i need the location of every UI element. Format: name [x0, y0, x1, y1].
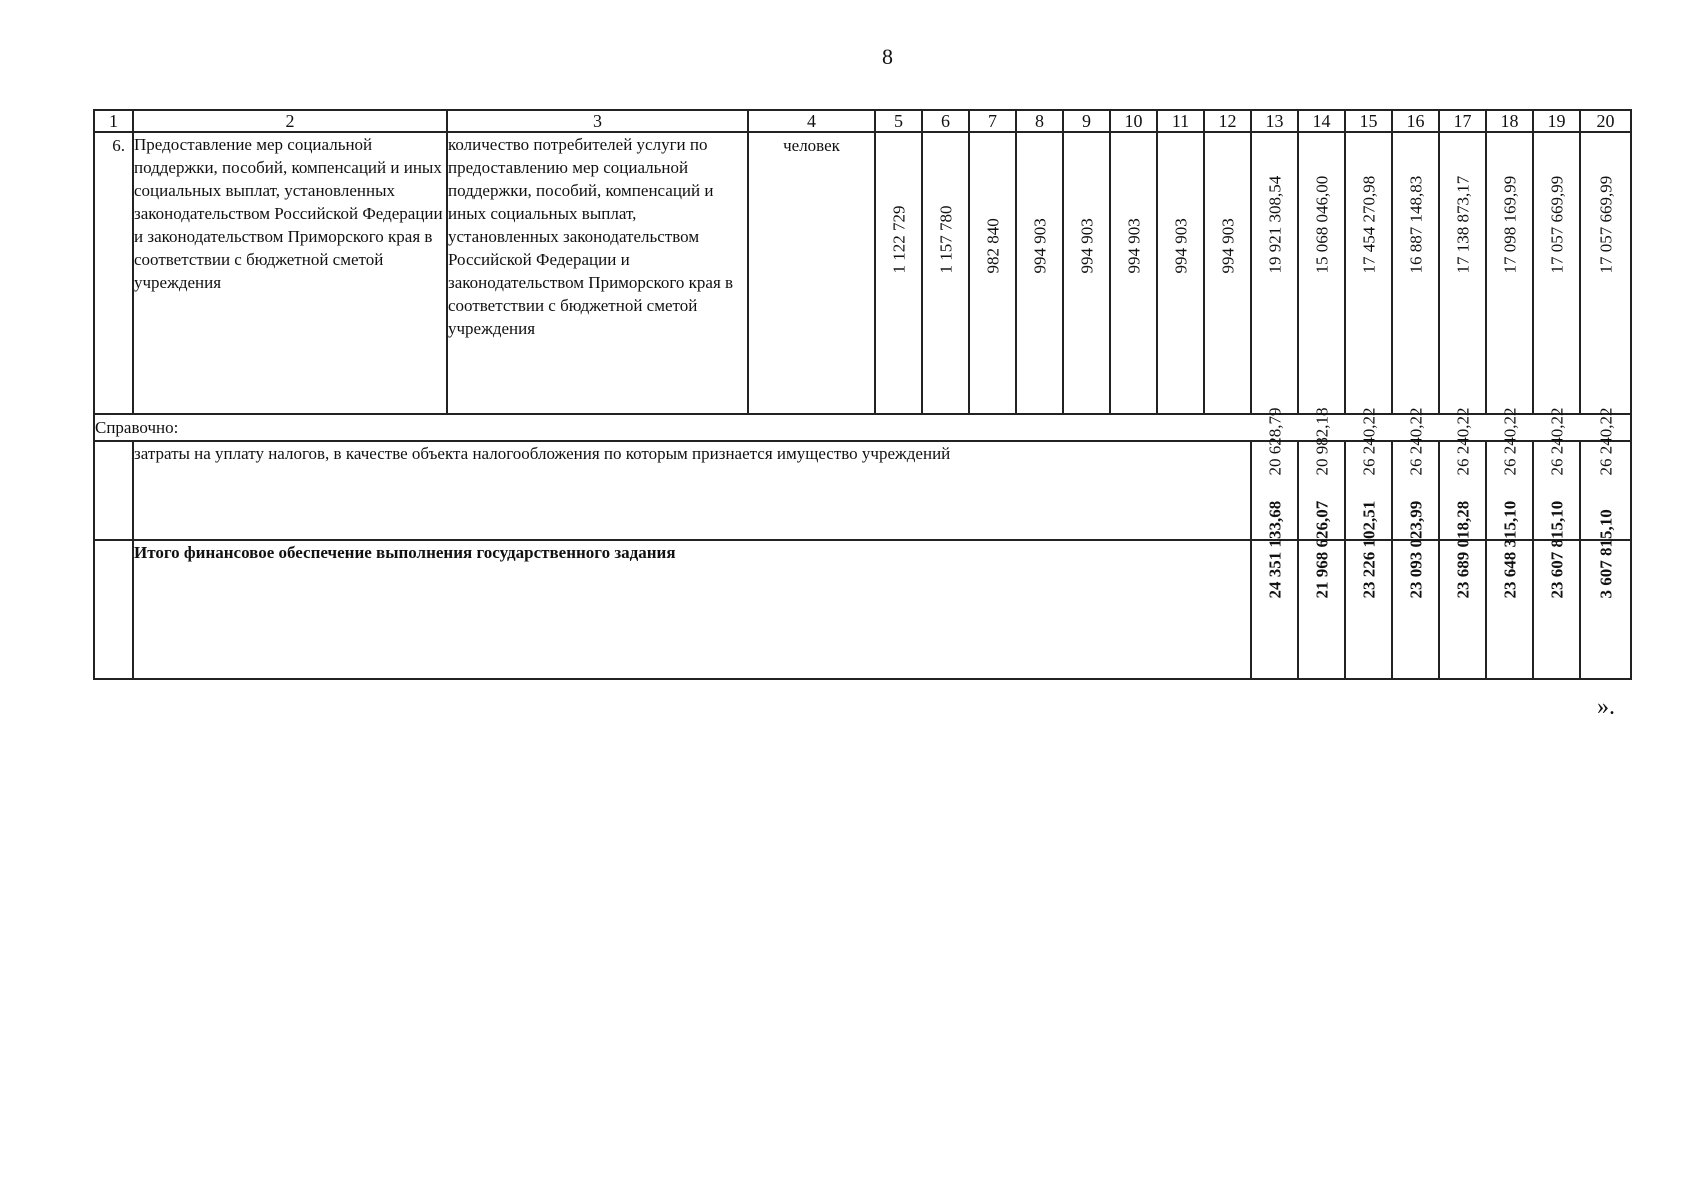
cell-value: 26 240,22 — [1500, 407, 1519, 476]
cell-value: 20 982,18 — [1312, 407, 1331, 476]
cell-value: 23 607 815,10 — [1547, 500, 1566, 599]
cell-value: 994 903 — [1171, 218, 1190, 274]
value-cell — [1580, 509, 1631, 679]
column-number: 12 — [1204, 110, 1251, 132]
column-number: 13 — [1251, 110, 1298, 132]
table-row — [94, 132, 1631, 414]
cell-value: 23 689 018,28 — [1453, 500, 1472, 599]
value-cell — [1392, 132, 1439, 414]
cell-value: 17 098 169,99 — [1500, 175, 1519, 274]
financial-table — [93, 109, 1632, 680]
column-number: 15 — [1345, 110, 1392, 132]
cell-value: 26 240,22 — [1596, 407, 1615, 476]
column-number: 20 — [1580, 110, 1631, 132]
row-index: 6. — [94, 132, 133, 414]
cell-value: 17 057 669,99 — [1596, 175, 1615, 274]
value-cell — [1439, 132, 1486, 414]
total-row — [94, 540, 1631, 679]
value-cell — [1298, 500, 1345, 679]
column-number: 16 — [1392, 110, 1439, 132]
value-cell — [1204, 132, 1251, 414]
cell-value: 1 122 729 — [889, 205, 908, 274]
cell-value: 20 628,79 — [1265, 407, 1284, 476]
cell-value: 23 226 102,51 — [1359, 500, 1378, 599]
column-number: 19 — [1533, 110, 1580, 132]
value-cell — [922, 132, 969, 414]
column-number: 11 — [1157, 110, 1204, 132]
column-number: 1 — [94, 110, 133, 132]
closing-quote: ». — [1597, 694, 1615, 720]
column-number: 9 — [1063, 110, 1110, 132]
value-cell — [1486, 132, 1533, 414]
page-number: 8 — [882, 44, 893, 69]
total-label: Итого финансовое обеспечение выполнения государственного задания — [133, 540, 1251, 679]
column-number: 5 — [875, 110, 922, 132]
value-cell — [1345, 132, 1392, 414]
value-cell — [1251, 500, 1298, 679]
empty-cell — [94, 441, 133, 540]
cell-value: 24 351 133,68 — [1265, 500, 1284, 599]
cell-value: 16 887 148,83 — [1406, 175, 1425, 274]
column-number: 10 — [1110, 110, 1157, 132]
taxes-label: затраты на уплату налогов, в качестве объекта налогообложения по которым признается имущество учреждений — [133, 441, 1251, 540]
taxes-row — [94, 441, 1631, 540]
cell-value: 17 057 669,99 — [1547, 175, 1566, 274]
column-number: 8 — [1016, 110, 1063, 132]
value-cell — [1486, 500, 1533, 679]
cell-value: 982 840 — [983, 218, 1002, 274]
column-number: 17 — [1439, 110, 1486, 132]
cell-value: 994 903 — [1218, 218, 1237, 274]
value-cell — [1533, 132, 1580, 414]
value-cell — [1157, 132, 1204, 414]
cell-value: 26 240,22 — [1547, 407, 1566, 476]
column-number: 7 — [969, 110, 1016, 132]
cell-value: 3 607 815,10 — [1596, 509, 1615, 599]
cell-value: 26 240,22 — [1453, 407, 1472, 476]
column-number: 6 — [922, 110, 969, 132]
column-number: 14 — [1298, 110, 1345, 132]
value-cell — [1298, 132, 1345, 414]
column-number: 18 — [1486, 110, 1533, 132]
cell-value: 17 454 270,98 — [1359, 175, 1378, 274]
cell-value: 26 240,22 — [1406, 407, 1425, 476]
cell-value: 1 157 780 — [936, 205, 955, 274]
value-cell — [1580, 132, 1631, 414]
value-cell — [875, 132, 922, 414]
reference-label: Справочно: — [94, 414, 1631, 441]
cell-value: 26 240,22 — [1359, 407, 1378, 476]
cell-value: 21 968 626,07 — [1312, 500, 1331, 599]
value-cell — [1016, 132, 1063, 414]
cell-value: 994 903 — [1030, 218, 1049, 274]
value-cell — [1110, 132, 1157, 414]
value-cell — [1439, 500, 1486, 679]
cell-value: 994 903 — [1124, 218, 1143, 274]
unit-of-measure: человек — [748, 132, 875, 414]
column-number: 2 — [133, 110, 447, 132]
cell-value: 19 921 308,54 — [1265, 175, 1284, 274]
value-cell — [1392, 500, 1439, 679]
indicator-name: количество потребителей услуги по предоставлению мер социальной поддержки, пособий, компенсаций и иных социальных выплат, установленных законодательством Российской Федерации и законодательством Приморского края в соответствии с бюджетной сметой учреждения — [447, 132, 748, 414]
reference-row — [94, 414, 1631, 441]
column-number: 3 — [447, 110, 748, 132]
column-number: 4 — [748, 110, 875, 132]
value-cell — [969, 132, 1016, 414]
empty-cell — [94, 540, 133, 679]
value-cell — [1063, 132, 1110, 414]
cell-value: 17 138 873,17 — [1453, 175, 1472, 274]
value-cell — [1533, 500, 1580, 679]
cell-value: 23 648 315,10 — [1500, 500, 1519, 599]
value-cell — [1345, 500, 1392, 679]
cell-value: 23 093 023,99 — [1406, 500, 1425, 599]
service-name: Предоставление мер социальной поддержки, пособий, компенсаций и иных социальных выплат, установленных законодательством Российской Федерации и законодательством Приморского края в соответствии с бюджетной сметой учреждения — [133, 132, 447, 414]
cell-value: 994 903 — [1077, 218, 1096, 274]
value-cell — [1251, 132, 1298, 414]
cell-value: 15 068 046,00 — [1312, 175, 1331, 274]
header-row — [94, 110, 1631, 132]
